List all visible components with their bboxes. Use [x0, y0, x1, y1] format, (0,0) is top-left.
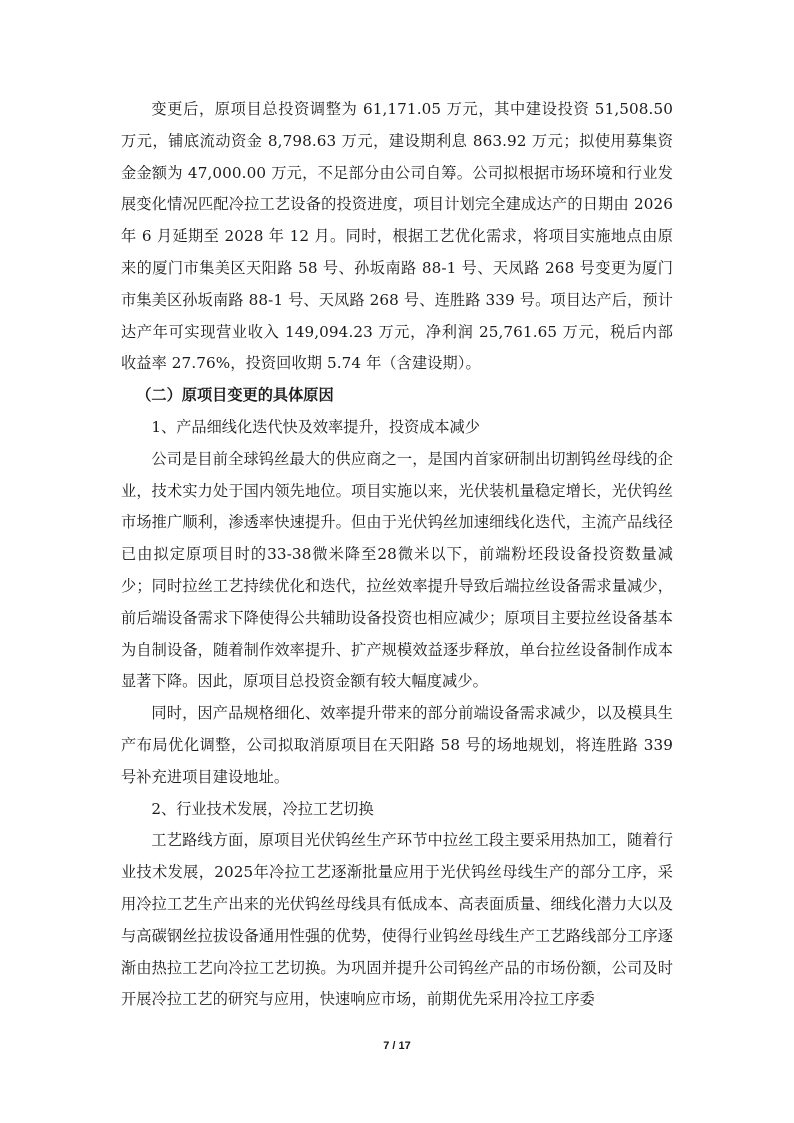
paragraph-investment-adjustment: 变更后，原项目总投资调整为 61,171.05 万元，其中建设投资 51,508.50 万元，铺底流动资金 8,798.63 万元，建设期利息 863.92 万元；拟使用募集资金金额为 47,000.00 万元，不足部分由公司自筹。公司拟根据市场环境和行业发展变化情况匹配冷拉工艺设备的投资进度，项目计划完全建成达产的日期由 2026 年 6 月延期至 2028 年 12 月。同时，根据工艺优化需求，将项目实施地点由原来的厦门市集美区天阳路 58 号、孙坂南路 88-1 号、天凤路 268 号变更为厦门市集美区孙坂南路 88-1 号、天凤路 268 号、连胜路 339 号。项目达产后，预计达产年可实现营业收入 149,094.23 万元，净利润 25,761.65 万元，税后内部收益率 27.76%，投资回收期 5.74 年（含建设期）。 [121, 100, 673, 373]
document-body [121, 94, 673, 1016]
paragraph-company-position: 公司是目前全球钨丝最大的供应商之一，是国内首家研制出切割钨丝母线的企业，技术实力处于国内领先地位。项目实施以来，光伏装机量稳定增长，光伏钨丝市场推广顺利，渗透率快速提升。但由于光伏钨丝加速细线化迭代，主流产品线径已由拟定原项目时的33-38微米降至28微米以下，前端粉坯段设备投资数量减少；同时拉丝工艺持续优化和迭代，拉丝效率提升导致后端拉丝设备需求量减少，前后端设备需求下降使得公共辅助设备投资也相应减少；原项目主要拉丝设备基本为自制设备，随着制作效率提升、扩产规模效益逐步释放，单台拉丝设备制作成本显著下降。因此，原项目总投资金额有较大幅度减少。 [121, 449, 673, 691]
subheading-cost-reduction: 1、产品细线化迭代快及效率提升，投资成本减少 [151, 417, 480, 436]
subheading-cold-drawing: 2、行业技术发展，冷拉工艺切换 [151, 799, 374, 818]
paragraph-process-route: 工艺路线方面，原项目光伏钨丝生产环节中拉丝工段主要采用热加工，随着行业技术发展，2025年冷拉工艺逐渐批量应用于光伏钨丝母线生产的部分工序，采用冷拉工艺生产出来的光伏钨丝母线具有低成本、高表面质量、细线化潜力大以及与高碳钢丝拉拔设备通用性强的优势，使得行业钨丝母线生产工艺路线部分工序逐渐由热拉工艺向冷拉工艺切换。为巩固并提升公司钨丝产品的市场份额，公司及时开展冷拉工艺的研究与应用，快速响应市场，前期优先采用冷拉工序委 [121, 831, 673, 1009]
page-number: 7 / 17 [383, 1040, 411, 1052]
section-heading: （二）原项目变更的具体原因 [136, 386, 334, 405]
paragraph-site-adjustment: 同时，因产品规格细化、效率提升带来的部分前端设备需求减少，以及模具生产布局优化调整，公司拟取消原项目在天阳路 58 号的场地规划，将连胜路 339 号补充进项目建设地址。 [121, 704, 673, 786]
